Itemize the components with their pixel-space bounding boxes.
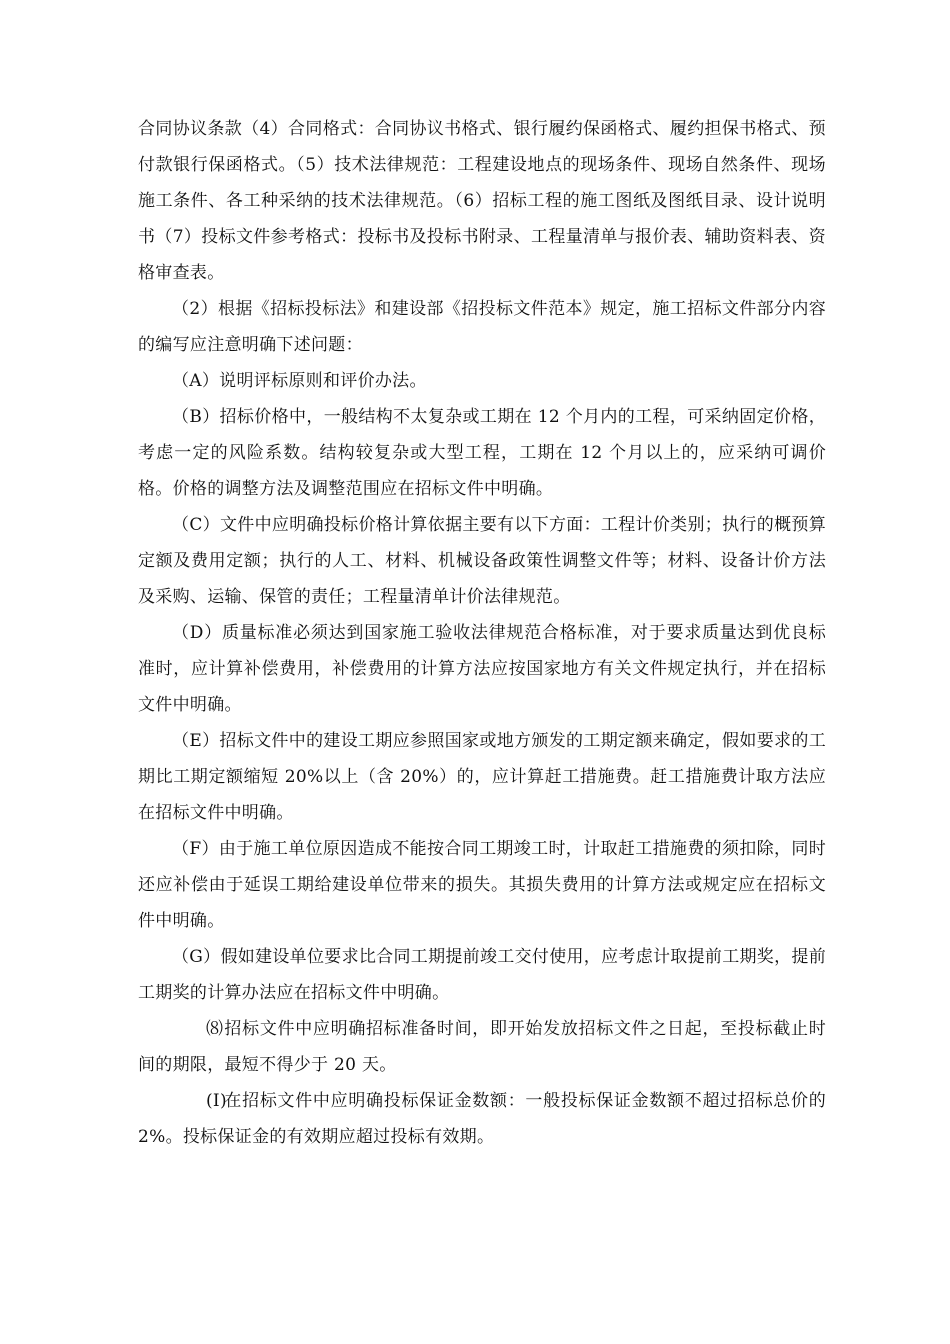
- item-i-label: (I): [206, 1091, 227, 1111]
- paragraph-contract-formats: 合同协议条款（4）合同格式：合同协议书格式、银行履约保函格式、履约担保书格式、预付款银行保函格式。（5）技术法律规范：工程建设地点的现场条件、现场自然条件、现场施工条件、各工种采纳的技术法律规范。（6）招标工程的施工图纸及图纸目录、设计说明书（7）投标文件参考格式：投标书及投标书附录、工程量清单与报价表、辅助资料表、资格审查表。: [138, 119, 826, 283]
- paragraph-item-g: （G）假如建设单位要求比合同工期提前竣工交付使用，应考虑计取提前工期奖，提前工期奖的计算办法应在招标文件中明确。: [138, 947, 826, 1003]
- item-h-text: 招标文件中应明确招标准备时间，即开始发放招标文件之日起，至投标截止时间的期限，最短不得少于 20 天。: [138, 1019, 826, 1075]
- paragraph-item-f: （F）由于施工单位原因造成不能按合同工期竣工时，计取赶工措施费的须扣除，同时还应补偿由于延误工期给建设单位带来的损失。其损失费用的计算方法或规定应在招标文件中明确。: [138, 839, 826, 931]
- item-i-text: 在招标文件中应明确投标保证金数额：一般投标保证金数额不超过招标总价的 2%。投标保证金的有效期应超过投标有效期。: [138, 1091, 826, 1147]
- paragraph-bidding-law-requirements: （2）根据《招标投标法》和建设部《招投标文件范本》规定，施工招标文件部分内容的编写应注意明确下述问题：: [138, 299, 826, 355]
- paragraph-item-e: （E）招标文件中的建设工期应参照国家或地方颁发的工期定额来确定，假如要求的工期比工期定额缩短 20%以上（含 20%）的，应计算赶工措施费。赶工措施费计取方法应在招标文件中明确。: [138, 731, 826, 823]
- document-body: [138, 111, 826, 1155]
- paragraph-item-i: [138, 1083, 826, 1155]
- paragraph-item-d: （D）质量标准必须达到国家施工验收法律规范合格标准，对于要求质量达到优良标准时，应计算补偿费用，补偿费用的计算方法应按国家地方有关文件规定执行，并在招标文件中明确。: [138, 623, 826, 715]
- paragraph-item-h: [138, 1011, 826, 1083]
- item-h-label: ⑻: [206, 1019, 224, 1039]
- paragraph-item-a: （A）说明评标原则和评价办法。: [172, 371, 427, 391]
- paragraph-item-b: （B）招标价格中，一般结构不太复杂或工期在 12 个月内的工程，可采纳固定价格，考虑一定的风险系数。结构较复杂或大型工程，工期在 12 个月以上的，应采纳可调价格。价格的调整方法及调整范围应在招标文件中明确。: [138, 407, 826, 499]
- paragraph-item-c: （C）文件中应明确投标价格计算依据主要有以下方面：工程计价类别；执行的概预算定额及费用定额；执行的人工、材料、机械设备政策性调整文件等；材料、设备计价方法及采购、运输、保管的责任；工程量清单计价法律规范。: [138, 515, 826, 607]
